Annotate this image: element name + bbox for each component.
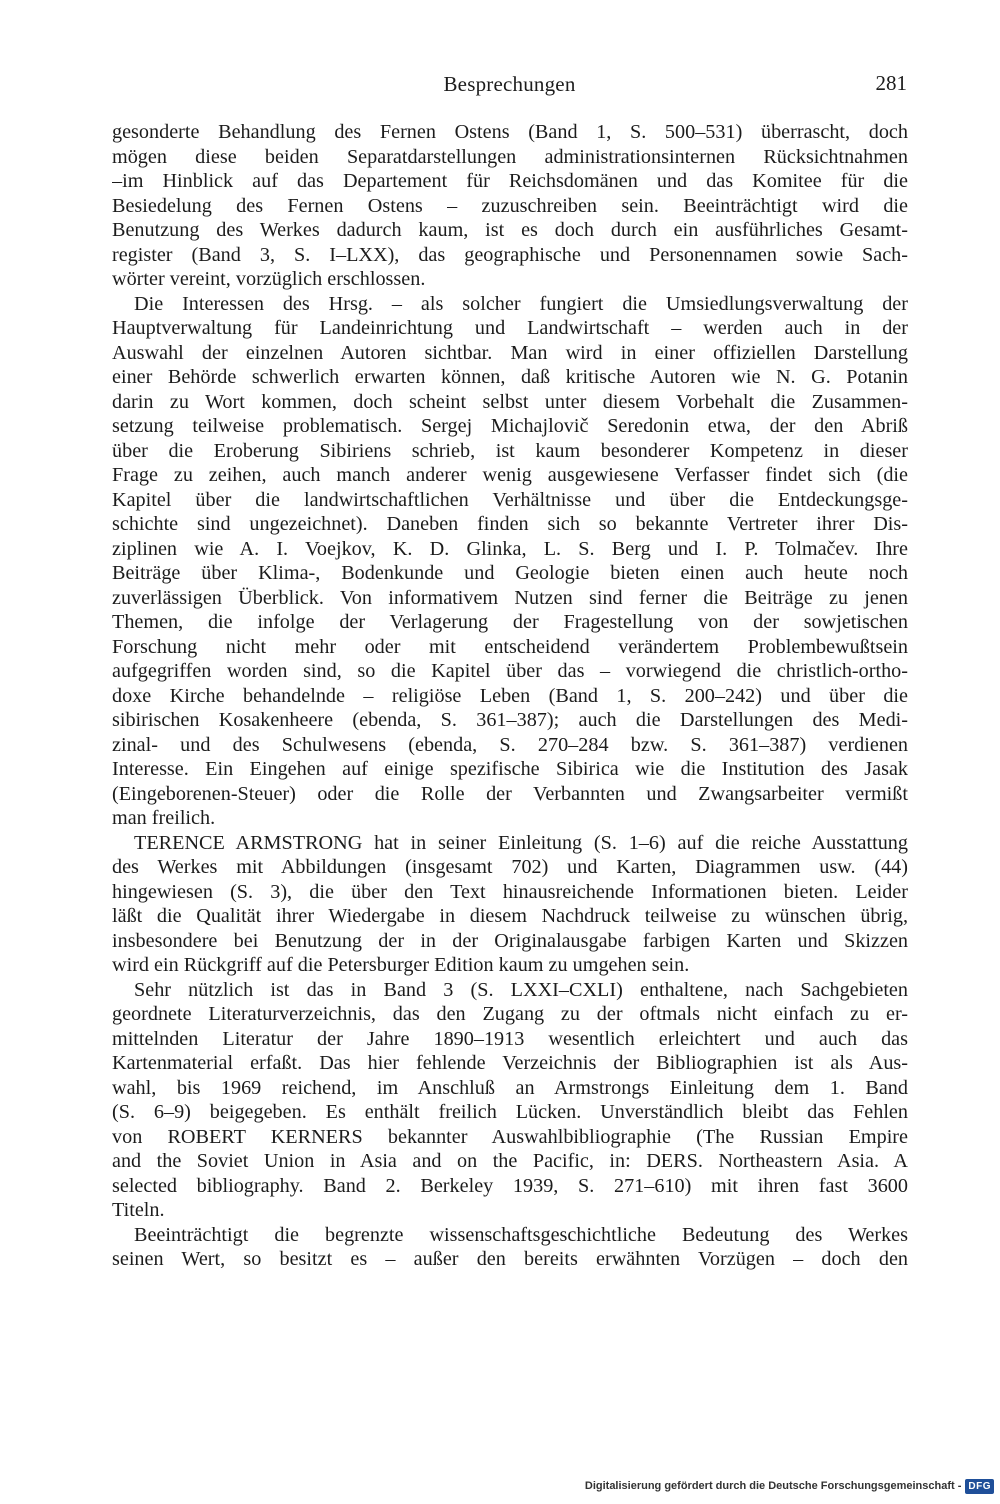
text-line: gesonderte Behandlung des Fernen Ostens (Band 1, S. 500–531) überrascht, doch [112,121,908,143]
text-line: man freilich. [112,807,216,829]
text-line: wörter vereint, vorzüglich erschlossen. [112,268,426,290]
text-line: geordnete Literaturverzeichnis, das den Zugang zu der oftmals nicht einfach zu er- [112,1003,908,1025]
text-line: von ROBERT KERNERS bekannter Auswahlbibliographie (The Russian Empire [112,1125,908,1148]
text-line: Forschung nicht mehr oder mit entscheidend verändertem Problembewußtsein [112,635,908,658]
text-line: selected bibliography. Band 2. Berkeley 1939, S. 271–610) mit ihren fast 3600 [112,1174,908,1197]
text-line: aufgegriffen worden sind, so die Kapitel über das – vorwiegend die christlich-ortho- [112,660,908,682]
text-line: des Werkes mit Abbildungen (insgesamt 702) und Karten, Diagrammen usw. (44) [112,856,908,878]
text-line: mögen diese beiden Separatdarstellungen administrationsinternen Rücksichtnahmen [112,145,908,168]
text-line: Kartenmaterial erfaßt. Das hier fehlende Verzeichnis der Bibliographien ist als Aus- [112,1052,908,1074]
text-line: sibirischen Kosakenheere (ebenda, S. 361–387); auch die Darstellungen des Medi- [112,709,908,731]
text-line: Benutzung des Werkes dadurch kaum, ist es doch durch ein ausführliches Gesamt- [112,219,908,241]
text-line: wahl, bis 1969 reichend, im Anschluß an Armstrongs Einleitung dem 1. Band [112,1076,908,1099]
page-header [112,72,907,100]
text-line: insbesondere bei Benutzung der in der Originalausgabe farbigen Karten und Skizzen [112,929,908,952]
text-line: Themen, die infolge der Verlagerung der Fragestellung von der sowjetischen [112,611,908,633]
text-line: Frage zu zeihen, auch manch anderer wenig ausgewiesene Verfasser findet sich (die [112,464,908,486]
digitization-footer [585,1476,994,1496]
running-head: Besprechungen [443,72,576,96]
text-line: Interesse. Ein Eingehen auf einige spezifische Sibirica wie die Institution des Jasak [112,758,908,780]
text-line: TERENCE ARMSTRONG hat in seiner Einleitung (S. 1–6) auf die reiche Ausstattung [134,831,908,854]
text-line: mittelnden Literatur der Jahre 1890–1913 wesentlich erleichtert und auch das [112,1027,908,1050]
text-line: Kapitel über die landwirtschaftlichen Verhältnisse und über die Entdeckungsge- [112,488,908,511]
body-text [112,120,908,1272]
text-line: seinen Wert, so besitzt es – außer den bereits erwähnten Vorzügen – doch den [112,1248,908,1270]
text-line: läßt die Qualität ihrer Wiedergabe in diesem Nachdruck teilweise zu wünschen übrig, [112,905,908,927]
text-line: Sehr nützlich ist das in Band 3 (S. LXXI–CXLI) enthaltene, nach Sachgebieten [134,978,908,1001]
text-line: doxe Kirche behandelnde – religiöse Leben (Band 1, S. 200–242) und über die [112,684,908,707]
text-line: ziplinen wie A. I. Voejkov, K. D. Glinka, L. S. Berg und I. P. Tolmačev. Ihre [112,537,908,560]
text-line: setzung teilweise problematisch. Sergej Michajlovič Seredonin etwa, der den Abriß [112,415,908,437]
text-line: einer Behörde schwerlich erwarten können, daß kritische Autoren wie N. G. Potanin [112,366,908,388]
paragraph [112,1223,908,1272]
text-line: schichte sind ungezeichnet). Daneben finden sich so bekannte Vertreter ihrer Dis- [112,513,908,535]
text-line: Beiträge über Klima-, Bodenkunde und Geologie bieten einen auch heute noch [112,562,908,584]
paragraph [112,831,908,978]
text-line: Beeinträchtigt die begrenzte wissenschaftsgeschichtliche Bedeutung des Werkes [134,1223,908,1246]
text-line: hingewiesen (S. 3), die über den Text hinausreichende Informationen bieten. Leider [112,880,908,903]
paragraph [112,978,908,1223]
text-line: Hauptverwaltung für Landeinrichtung und Landwirtschaft – werden auch in der [112,317,908,339]
text-line: über die Eroberung Sibiriens schrieb, ist kaum besonderer Kompetenz in dieser [112,439,908,462]
dfg-logo: DFG [965,1479,994,1494]
paragraph [112,120,908,292]
page-number: 281 [875,71,907,95]
text-line: darin zu Wort kommen, doch scheint selbst unter diesem Vorbehalt die Zusammen- [112,390,908,413]
text-line: Auswahl der einzelnen Autoren sichtbar. Man wird in einer offiziellen Darstellung [112,341,908,364]
text-line: zinal- und des Schulwesens (ebenda, S. 270–284 bzw. S. 361–387) verdienen [112,733,908,756]
text-line: Besiedelung des Fernen Ostens – zuzuschreiben sein. Beeinträchtigt wird die [112,194,908,217]
text-line: Die Interessen des Hrsg. – als solcher fungiert die Umsiedlungsverwaltung der [134,292,908,315]
text-line: (Eingeborenen-Steuer) oder die Rolle der Verbannten und Zwangsarbeiter vermißt [112,782,908,805]
text-line: wird ein Rückgriff auf die Petersburger Edition kaum zu umgehen sein. [112,954,690,976]
text-line: register (Band 3, S. I–LXX), das geographische und Personennamen sowie Sach- [112,243,908,266]
text-line: (S. 6–9) beigegeben. Es enthält freilich Lücken. Unverständlich bleibt das Fehlen [112,1101,908,1123]
text-line: and the Soviet Union in Asia and on the Pacific, in: DERS. Northeastern Asia. A [112,1150,908,1172]
paragraph [112,292,908,831]
text-line: –im Hinblick auf das Departement für Reichsdomänen und das Komitee für die [112,170,908,192]
footer-credit-text: Digitalisierung gefördert durch die Deutsche Forschungsgemeinschaft - [584,1480,962,1492]
text-line: zuverlässigen Überblick. Von informativem Nutzen sind ferner die Beiträge zu jenen [112,586,908,609]
text-line: Titeln. [112,1199,165,1221]
